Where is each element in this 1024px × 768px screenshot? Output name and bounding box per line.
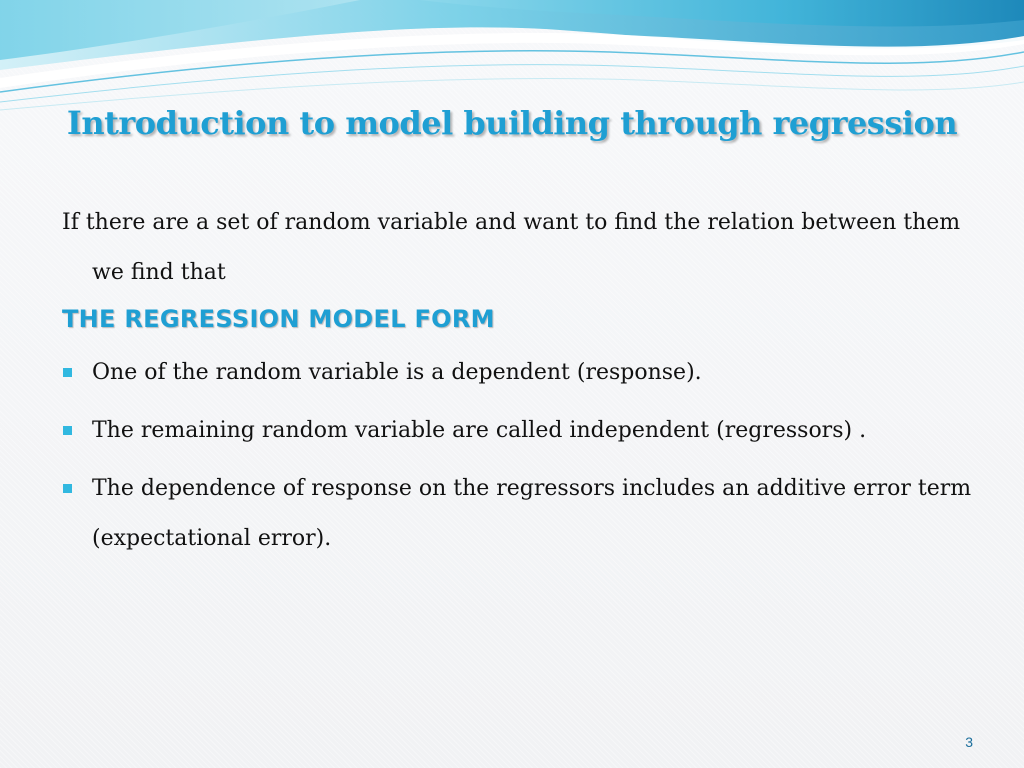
square-bullet-icon [63, 368, 72, 377]
section-heading: THE REGRESSION MODEL FORM [62, 305, 495, 333]
page-number: 3 [965, 734, 973, 750]
bullet-list [62, 348, 972, 564]
slide-body [62, 198, 972, 572]
bullet-text: The dependence of response on the regressors includes an additive error term (expectational error). [92, 476, 972, 551]
intro-paragraph: If there are a set of random variable and want to find the relation between them we find that [62, 210, 961, 285]
slide-title: Introduction to model building through regression [66, 104, 958, 142]
list-item [62, 406, 972, 456]
bullet-text: One of the random variable is a dependent (response). [92, 360, 702, 385]
square-bullet-icon [63, 426, 72, 435]
list-item [62, 464, 972, 564]
bullet-text: The remaining random variable are called independent (regressors) . [92, 418, 867, 443]
square-bullet-icon [63, 484, 72, 493]
list-item [62, 348, 972, 398]
